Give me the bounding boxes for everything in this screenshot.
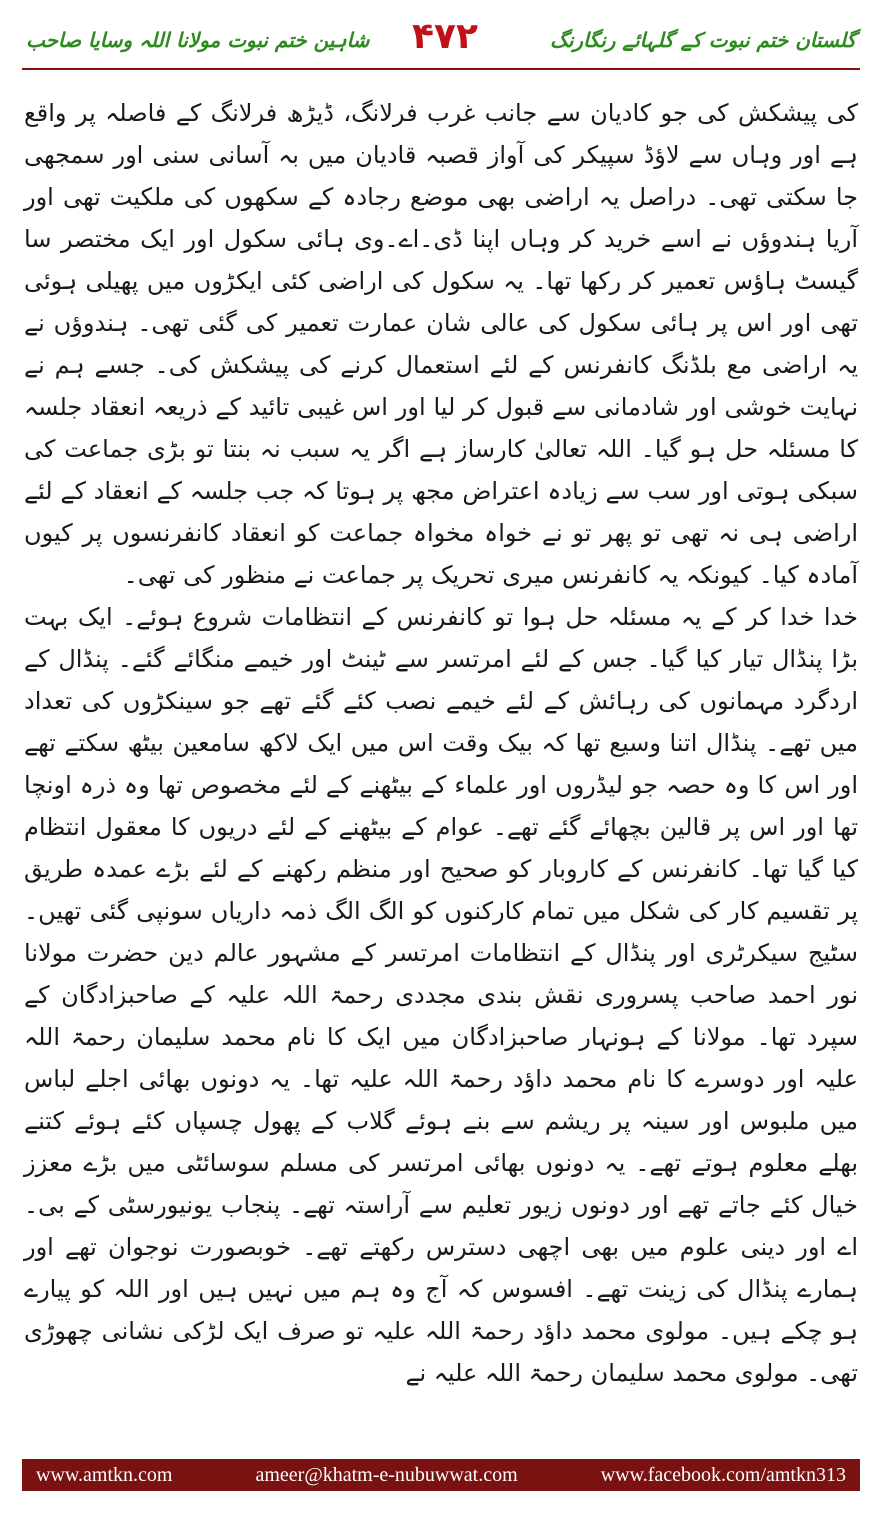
page-header xyxy=(22,14,860,70)
header-book-title: گلستان ختم نبوت کے گلہائے رنگارنگ xyxy=(549,28,856,52)
paragraph-2: خدا خدا کر کے یہ مسئلہ حل ہوا تو کانفرنس کے انتظامات شروع ہوئے۔ ایک بہت بڑا پنڈال تیار کیا گیا۔ جس کے لئے امرتسر سے ٹینٹ اور خیمے منگائے گئے۔ پنڈال کے اردگرد مہمانوں کی رہائش کے لئے خیمے نصب کئے گئے تھے جو سینکڑوں کی تعداد میں تھے۔ پنڈال اتنا وسیع تھا کہ بیک وقت اس میں ایک لاکھ سامعین بیٹھ سکتے تھے اور اس کا وہ حصہ جو لیڈروں اور علماء کے بیٹھنے کے لئے مخصوص تھا وہ ذرہ اونچا تھا اور اس پر قالین بچھائے گئے تھے۔ عوام کے بیٹھنے کے لئے دریوں کا معقول انتظام کیا گیا تھا۔ کانفرنس کے کاروبار کو صحیح اور منظم رکھنے کے لئے بڑے عمدہ طریق پر تقسیم کار کی شکل میں تمام کارکنوں کو الگ الگ ذمہ داریاں سونپی گئی تھیں۔ سٹیج سیکرٹری اور پنڈال کے انتظامات امرتسر کے مشہور عالم دین حضرت مولانا نور احمد صاحب پسروری نقش بندی مجددی رحمۃ اللہ علیہ کے صاحبزادگان کے سپرد تھا۔ مولانا کے ہونہار صاحبزادگان میں ایک کا نام محمد سلیمان رحمۃ اللہ علیہ اور دوسرے کا نام محمد داؤد رحمۃ اللہ علیہ تھا۔ یہ دونوں بھائی اجلے لباس میں ملبوس اور سینہ پر ریشم سے بنے ہوئے گلاب کے پھول چسپاں کئے ہوئے کتنے بھلے معلوم ہوتے تھے۔ یہ دونوں بھائی امرتسر کی مسلم سوسائٹی میں بڑے معزز خیال کئے جاتے تھے اور دونوں زیور تعلیم سے آراستہ تھے۔ پنجاب یونیورسٹی کے بی۔اے اور دینی علوم میں بھی اچھی دسترس رکھتے تھے۔ خوبصورت نوجوان تھے اور ہمارے پنڈال کی زینت تھے۔ افسوس کہ آج وہ ہم میں نہیں ہیں اور اللہ کو پیارے ہو چکے ہیں۔ مولوی محمد داؤد رحمۃ اللہ علیہ تو صرف ایک لڑکی نشانی چھوڑی تھی۔ مولوی محمد سلیمان رحمۃ اللہ علیہ نے xyxy=(24,603,858,1387)
header-author-title: شاہین ختم نبوت مولانا اللہ وسایا صاحب xyxy=(26,28,370,52)
footer-facebook-link[interactable]: www.facebook.com/amtkn313 xyxy=(600,1463,846,1486)
header-divider xyxy=(22,68,860,70)
footer-website-link[interactable]: www.amtkn.com xyxy=(36,1463,173,1486)
paragraph-1: کی پیشکش کی جو کادیان سے جانب غرب فرلانگ، ڈیڑھ فرلانگ کے فاصلہ پر واقع ہے اور وہاں سے لاؤڈ سپیکر کی آواز قصبہ قادیان میں بہ آسانی سنی اور سمجھی جا سکتی تھی۔ دراصل یہ اراضی بھی موضع رجادہ کے سکھوں کی ملکیت تھی اور آریا ہندوؤں نے اسے خرید کر وہاں اپنا ڈی۔اے۔وی ہائی سکول اور ایک مختصر سا گیسٹ ہاؤس تعمیر کر رکھا تھا۔ یہ سکول کی اراضی کئی ایکڑوں میں پھیلی ہوئی تھی اور اس پر ہائی سکول کی عالی شان عمارت تعمیر کی گئی تھی۔ ہندوؤں نے یہ اراضی مع بلڈنگ کانفرنس کے لئے استعمال کرنے کی پیشکش کی۔ جسے ہم نے نہایت خوشی اور شادمانی سے قبول کر لیا اور اس غیبی تائید کے ذریعہ انعقاد جلسہ کا مسئلہ حل ہو گیا۔ اللہ تعالیٰ کارساز ہے اگر یہ سبب نہ بنتا تو بڑی جماعت کی سبکی ہوتی اور سب سے زیادہ اعتراض مجھ پر ہوتا کہ جب جلسہ کے انعقاد کے لئے اراضی ہی نہ تھی تو پھر تو نے خواہ مخواہ جماعت کو انعقاد کانفرنسوں پر کیوں آمادہ کیا۔ کیونکہ یہ کانفرنس میری تحریک پر جماعت نے منظور کی تھی۔ xyxy=(24,99,859,589)
body-text xyxy=(24,92,858,1394)
footer-bar xyxy=(22,1459,860,1491)
page-number: ۴۷۲ xyxy=(412,16,478,57)
footer-email-link[interactable]: ameer@khatm-e-nubuwwat.com xyxy=(255,1463,518,1486)
